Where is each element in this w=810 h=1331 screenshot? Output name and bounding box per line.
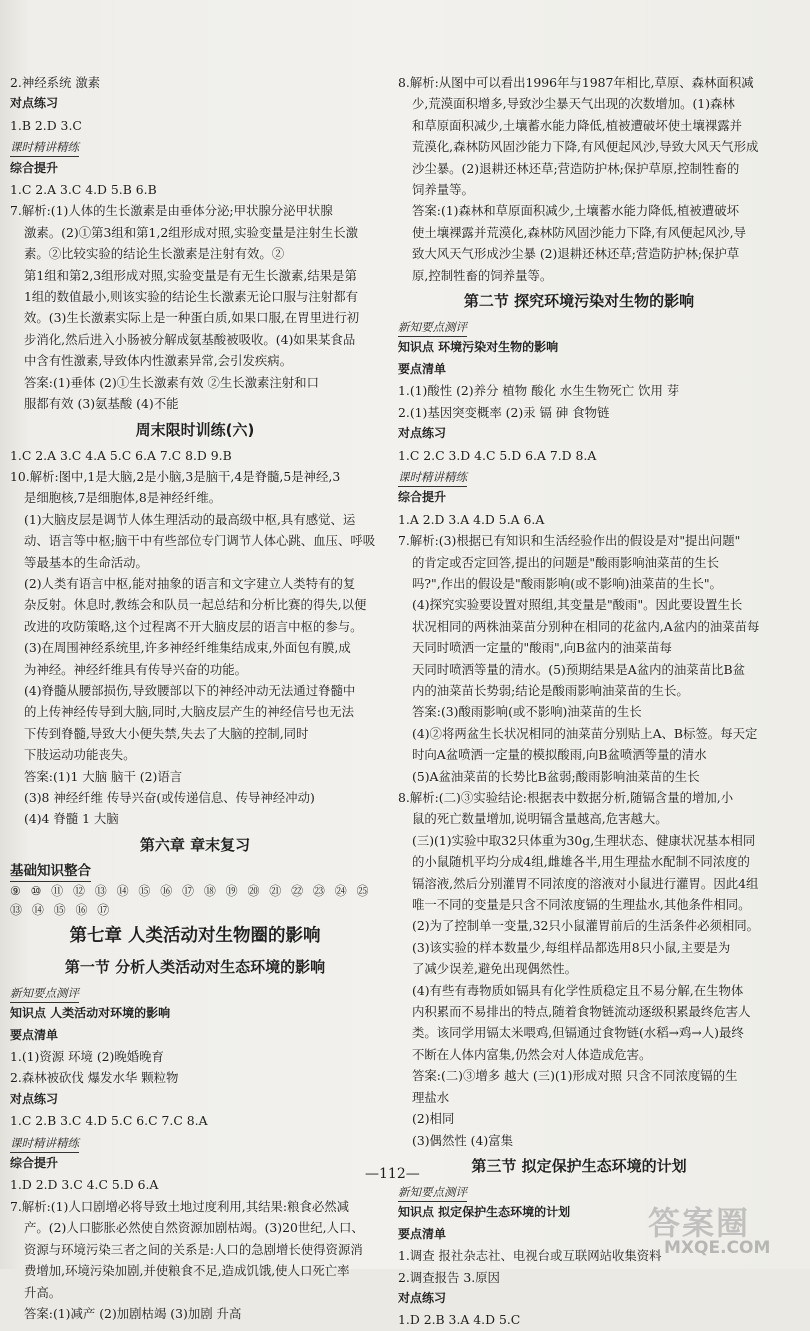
- text-line: 不断在人体内富集,仍然会对人体造成危害。: [412, 1046, 652, 1062]
- text-line: 2.(1)基因突变概率 (2)汞 镉 砷 食物链: [398, 404, 610, 420]
- text-line: 步消化,然后进入小肠被分解成氨基酸被吸收。(4)如果某食品: [24, 331, 356, 347]
- text-line: 内积累而不易排出的特点,随着食物链流动逐级积累最终危害人: [412, 1004, 751, 1020]
- watermark-logo: [648, 1198, 798, 1264]
- subheading: 综合提升: [10, 160, 59, 175]
- text-line: (2)相同: [412, 1111, 455, 1127]
- text-line: 天同时喷洒一定量的"酸雨",向B盆内的油菜苗每: [412, 640, 672, 656]
- text-line: 服都有效 (3)氨基酸 (4)不能: [24, 396, 179, 412]
- text-line: 费增加,环境污染加剧,并使粮食不足,造成饥饿,使人口死亡率: [24, 1263, 350, 1279]
- text-line: (4)4 脊髓 1 大脑: [24, 811, 119, 827]
- text-line: 1.调查 报社杂志社、电视台或互联网站收集资料: [398, 1248, 662, 1264]
- text-line: 时向A盆喷洒一定量的模拟酸雨,向B盆喷洒等量的清水: [412, 747, 707, 763]
- text-line: 素。②比较实验的结论生长激素是注射有效。②: [24, 246, 285, 262]
- subheading: 知识点 环境污染对生物的影响: [398, 340, 559, 355]
- subheading: 要点清单: [398, 1226, 447, 1241]
- text-line: (4)脊髓从腰部损伤,导致腰部以下的神经冲动无法通过脊髓中: [24, 682, 356, 698]
- text-line: 吗?",作出的假设是"酸雨影响(或不影响)油菜苗的生长"。: [412, 575, 722, 591]
- section-heading: 第一节 分析人类活动对生态环境的影响: [64, 957, 326, 976]
- tag-line: [398, 316, 760, 337]
- tag-line: [398, 466, 760, 487]
- text-line: 的小鼠随机平均分成4组,雌雄各半,用生理盐水配制不同浓度的: [412, 854, 750, 870]
- text-line: 7.解析:(1)人口剧增必将导致土地过度利用,其结果:粮食必然减: [10, 1198, 350, 1214]
- text-line: 1.C 2.A 3.C 4.D 5.B 6.B: [10, 182, 157, 198]
- text-line: 1.A 2.D 3.A 4.D 5.A 6.A: [398, 511, 545, 527]
- text-line: 1.C 2.A 3.C 4.A 5.C 6.A 7.C 8.D 9.B: [10, 447, 232, 463]
- text-line: 7.解析:(1)人体的生长激素是由垂体分泌;甲状腺分泌甲状腺: [10, 203, 333, 219]
- subheading: 对点练习: [398, 426, 447, 441]
- text-line: 动、语言等中枢;脑干中有些部位专门调节人体心跳、血压、呼吸: [24, 533, 376, 549]
- text-line: 下传到脊髓,导致大小便失禁,失去了大脑的控制,同时: [24, 725, 309, 741]
- subheading: 对点练习: [10, 1091, 59, 1106]
- watermark-text: 答案圈: [648, 1204, 751, 1242]
- text-line: 1.(1)资源 环境 (2)晚婚晚育: [10, 1049, 164, 1065]
- text-line: 2.调查报告 3.原因: [398, 1269, 500, 1285]
- text-line: (3)在周围神经系统里,许多神经纤维集结成束,外面包有膜,成: [24, 640, 351, 656]
- text-line: 效。(3)生长激素实际上是一种蛋白质,如果口服,在胃里进行初: [24, 310, 360, 326]
- text-line: 1.D 2.B 3.A 4.D 5.C: [398, 1312, 521, 1328]
- left-column: [10, 72, 380, 1324]
- section-tag: 基础知识整合: [10, 861, 91, 882]
- text-line: 少,荒漠面积增多,导致沙尘暴天气出现的次数增加。(1)森林: [412, 96, 735, 112]
- text-line: 1组的数值最小,则该实验的结论生长激素无论口服与注射都有: [24, 289, 358, 305]
- subheading: 对点练习: [10, 96, 59, 111]
- text-line: 7.解析:(3)根据已有知识和生活经验作出的假设是对"提出问题": [398, 533, 741, 549]
- text-line: 答案:(1)1 大脑 脑干 (2)语言: [24, 768, 183, 784]
- text-line: 第1组和第2,3组形成对照,实验变量是有无生长激素,结果是第: [24, 267, 357, 283]
- text-line: 1.D 2.D 3.C 4.C 5.D 6.A: [10, 1177, 159, 1193]
- text-line: 类。该同学用镉太米喂鸡,但镉通过食物链(水稻→鸡→人)最终: [412, 1025, 744, 1041]
- text-line: 答案:(1)森林和草原面积减少,土壤蓄水能力降低,植被遭破坏: [412, 203, 739, 219]
- text-line: 为神经。神经纤维具有传导兴奋的功能。: [24, 661, 248, 677]
- section-tag: 课时精讲精练: [10, 1135, 79, 1153]
- text-line: 状况相同的两株油菜苗分别种在相同的花盆内,A盆内的油菜苗每: [412, 618, 760, 634]
- circled-number-row: ⑬ ⑭ ⑮ ⑯ ⑰: [10, 902, 113, 917]
- text-line: 改进的攻防策略,这个过程离不开大脑皮层的语言中枢的参与。: [24, 618, 363, 634]
- text-line: 饲养量等。: [412, 182, 474, 198]
- tag-line: [10, 1132, 380, 1153]
- text-line: 1.(1)酸性 (2)养分 植物 酸化 水生生物死亡 饮用 芽: [398, 383, 680, 399]
- text-line: (2)人类有语言中枢,能对抽象的语言和文字建立人类特有的复: [24, 575, 356, 591]
- text-line: 答案:(3)酸雨影响(或不影响)油菜苗的生长: [412, 704, 642, 720]
- text-line: 的上传神经传导到大脑,同时,大脑皮层产生的神经信号也无法: [24, 704, 355, 720]
- text-line: 沙尘暴。(2)退耕还林还草;营造防护林;保护草原,控制牲畜的: [412, 160, 740, 176]
- tag-line: [10, 136, 380, 157]
- right-column: [398, 72, 760, 1331]
- text-line: 天同时喷洒等量的清水。(5)预期结果是A盆内的油菜苗比B盆: [412, 661, 745, 677]
- circled-number-row: ⑨ ⑩ ⑪ ⑫ ⑬ ⑭ ⑮ ⑯ ⑰ ⑱ ⑲ ⑳ ㉑ ㉒ ㉓ ㉔ ㉕: [10, 883, 372, 898]
- subheading: 综合提升: [398, 490, 447, 505]
- text-line: (4)②将两盆生长状况相同的油菜苗分别贴上A、B标签。每天定: [412, 725, 758, 741]
- section-heading: 第二节 探究环境污染对生物的影响: [463, 292, 695, 311]
- subheading: 知识点 人类活动对环境的影响: [10, 1006, 171, 1021]
- text-line: 激素。(2)①第3组和第1,2组形成对照,实验变量是注射生长激: [24, 224, 359, 240]
- tag-line: [10, 860, 380, 882]
- text-line: 鼠的死亡数量增加,说明镉含量越高,危害越大。: [412, 811, 668, 827]
- text-line: (4)有些有毒物质如镉具有化学性质稳定且不易分解,在生物体: [412, 982, 744, 998]
- text-line: 致大风天气形成沙尘暴 (2)退耕还林还草;营造防护林;保护草: [412, 246, 740, 262]
- text-line: 1.C 2.B 3.C 4.D 5.C 6.C 7.C 8.A: [10, 1113, 208, 1129]
- text-line: 答案:(二)③增多 越大 (三)(1)形成对照 只含不同浓度镉的生: [412, 1068, 738, 1084]
- section-tag: 课时精讲精练: [10, 139, 79, 157]
- tag-line: [10, 982, 380, 1003]
- text-line: 10.解析:图中,1是大脑,2是小脑,3是脑干,4是脊髓,5是神经,3: [10, 468, 341, 484]
- section-heading: 周末限时训练(六): [135, 420, 255, 439]
- text-line: 理盐水: [412, 1089, 450, 1105]
- text-line: 原,控制牲畜的饲养量等。: [412, 267, 553, 283]
- text-line: (5)A盆油菜苗的长势比B盆弱;酸雨影响油菜苗的生长: [412, 768, 700, 784]
- text-line: (2)为了控制单一变量,32只小鼠灌胃前后的生活条件必须相同。: [412, 918, 760, 934]
- subheading: 知识点 拟定保护生态环境的计划: [398, 1205, 571, 1220]
- text-line: 的肯定或否定回答,提出的问题是"酸雨影响油菜苗的生长: [412, 554, 720, 570]
- subheading: 对点练习: [398, 1290, 447, 1305]
- text-line: 内的油菜苗长势弱;结论是酸雨影响油菜苗的生长。: [412, 682, 689, 698]
- text-line: 下肢运动功能丧失。: [24, 747, 136, 763]
- watermark-url: MXQE.COM: [664, 1238, 771, 1258]
- text-line: 使土壤裸露并荒漠化,森林防风固沙能力下降,有风便起风沙,导: [412, 224, 746, 240]
- text-line: 杂反射。休息时,教练会和队员一起总结和分析比赛的得失,以便: [24, 597, 367, 613]
- text-line: 1.C 2.C 3.D 4.C 5.D 6.A 7.D 8.A: [398, 447, 597, 463]
- text-line: 荒漠化,森林防风固沙能力下降,有风便起风沙,导致大风天气形成: [412, 139, 759, 155]
- text-line: (1)大脑皮层是调节人体生理活动的最高级中枢,具有感觉、运: [24, 511, 356, 527]
- section-heading: 第三节 拟定保护生态环境的计划: [471, 1156, 687, 1175]
- text-line: 1.B 2.D 3.C: [10, 117, 82, 133]
- text-line: 8.解析:从图中可以看出1996年与1987年相比,草原、森林面积减: [398, 75, 754, 90]
- text-line: 答案:(1)减产 (2)加剧枯竭 (3)加剧 升高: [24, 1305, 242, 1321]
- section-tag: 新知要点测评: [10, 985, 79, 1003]
- text-line: 是细胞核,7是细胞体,8是神经纤维。: [24, 490, 222, 506]
- text-line: 了减少误差,避免出现偶然性。: [412, 961, 578, 977]
- text-line: 和草原面积减少,土壤蓄水能力降低,植被遭破坏使土壤裸露并: [412, 117, 743, 133]
- text-line: 等最基本的生命活动。: [24, 554, 148, 570]
- page-number: —112—: [365, 1166, 420, 1182]
- text-line: 2.神经系统 激素: [10, 75, 101, 90]
- section-tag: 新知要点测评: [398, 1184, 467, 1202]
- subheading: 综合提升: [10, 1156, 59, 1171]
- text-line: (3)偶然性 (4)富集: [412, 1132, 513, 1148]
- text-line: (3)该实验的样本数量少,每组样品都选用8只小鼠,主要是为: [412, 939, 731, 955]
- text-line: 中含有性激素,导致体内性激素异常,会引发疾病。: [24, 353, 293, 369]
- text-line: 唯一不同的变量是只含不同浓度镉的生理盐水,其他条件相同。: [412, 897, 751, 913]
- text-line: (三)(1)实验中取32只体重为30g,生理状态、健康状况基本相同: [412, 832, 756, 848]
- text-line: 镉溶液,然后分别灌胃不同浓度的溶液对小鼠进行灌胃。因此4组: [412, 875, 759, 891]
- subheading: 要点清单: [10, 1027, 59, 1042]
- section-tag: 课时精讲精练: [398, 469, 467, 487]
- text-line: 升高。: [24, 1284, 62, 1300]
- text-line: (3)8 神经纤维 传导兴奋(或传递信息、传导神经冲动): [24, 790, 315, 805]
- text-line: 资源与环境污染三者之间的关系是:人口的急剧增长使得资源消: [24, 1241, 363, 1257]
- text-line: 2.森林被砍伐 爆发水华 颗粒物: [10, 1070, 179, 1086]
- section-heading: 第六章 章末复习: [139, 835, 251, 854]
- text-line: 8.解析:(二)③实验结论:根据表中数据分析,随镉含量的增加,小: [398, 790, 734, 805]
- subheading: 要点清单: [398, 361, 447, 376]
- text-line: 答案:(1)垂体 (2)①生长激素有效 ②生长激素注射和口: [24, 374, 319, 390]
- text-line: 产。(2)人口膨胀必然使自然资源加剧枯竭。(3)20世纪,人口、: [24, 1220, 364, 1236]
- text-line: (4)探究实验要设置对照组,其变量是"酸雨"。因此要设置生长: [412, 597, 743, 613]
- section-tag: 新知要点测评: [398, 319, 467, 337]
- section-heading: 第七章 人类活动对生物圈的影响: [69, 925, 321, 946]
